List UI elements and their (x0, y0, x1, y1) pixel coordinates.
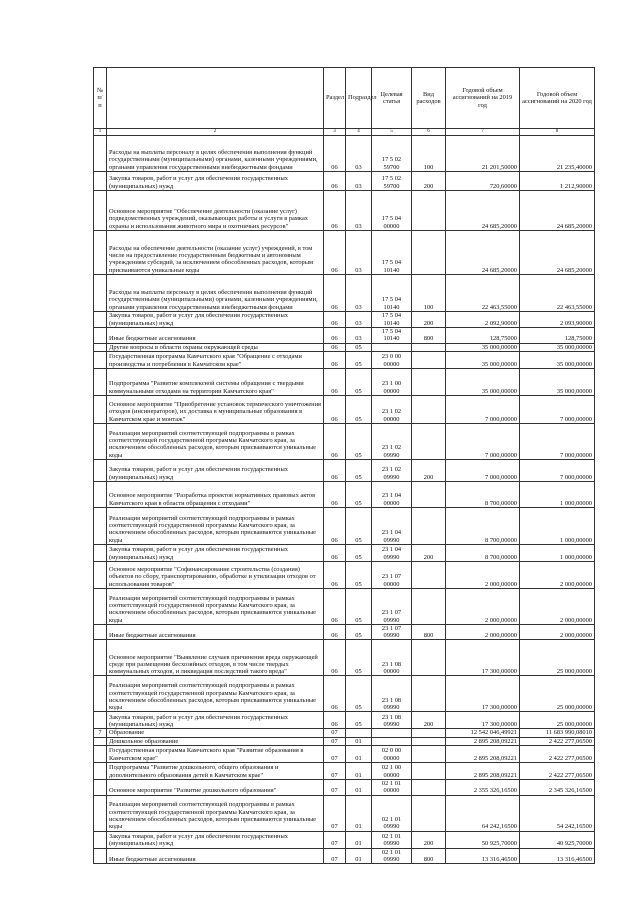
table-row (94, 780, 595, 796)
table-row (94, 275, 595, 312)
header-expense: Вид расходов (412, 68, 446, 129)
table-row (94, 795, 595, 831)
row-value-2019: 8 700,00000 (446, 544, 520, 561)
row-value-2019: 7 000,00000 (446, 459, 520, 481)
row-value-2019: 8 700,00000 (446, 481, 520, 507)
row-number (94, 191, 107, 231)
row-expense (412, 737, 446, 745)
table-row (94, 481, 595, 507)
row-name: Закупка товаров, работ и услуг для обеспечения государственных (муниципальных) нужд (107, 459, 324, 481)
table-row (94, 831, 595, 848)
row-value-2020: 22 463,55000 (520, 275, 595, 312)
table-row (94, 231, 595, 275)
row-target: 02 1 01 00000 (372, 780, 412, 796)
row-section: 07 (324, 848, 346, 864)
row-value-2019: 2 000,00000 (446, 561, 520, 588)
row-expense (412, 368, 446, 395)
row-section: 06 (324, 231, 346, 275)
row-expense (412, 588, 446, 624)
row-expense (412, 676, 446, 712)
row-subsection: 05 (346, 676, 372, 712)
row-number: 7 (94, 729, 107, 737)
row-subsection: 05 (346, 712, 372, 729)
row-subsection: 05 (346, 507, 372, 544)
row-subsection: 03 (346, 231, 372, 275)
row-value-2019: 2 000,00000 (446, 588, 520, 624)
row-target: 23 1 00 00000 (372, 368, 412, 395)
row-number (94, 712, 107, 729)
row-value-2019: 24 685,20000 (446, 231, 520, 275)
row-name: Основное мероприятие "Разработка проектов нормативных правовых актов Камчатского края в области обращения с отходами" (107, 481, 324, 507)
row-number (94, 328, 107, 344)
row-subsection: 05 (346, 481, 372, 507)
row-subsection: 01 (346, 831, 372, 848)
column-number: 8 (520, 129, 595, 136)
column-number: 1 (94, 129, 107, 136)
header-num: № п/п (94, 68, 107, 129)
row-section: 06 (324, 351, 346, 368)
row-subsection: 03 (346, 172, 372, 191)
row-name: Закупка товаров, работ и услуг для обеспечения государственных (муниципальных) нужд (107, 712, 324, 729)
row-value-2020: 21 235,40000 (520, 136, 595, 172)
row-target: 23 0 00 00000 (372, 351, 412, 368)
row-number (94, 763, 107, 780)
row-name: Расходы на выплаты персоналу в целях обеспечения выполнения функций государственными (муниципальными) органами, казенными учреждениями, органами управления государственными внебюджетными фондами (107, 275, 324, 312)
row-section: 06 (324, 136, 346, 172)
row-section: 07 (324, 763, 346, 780)
row-section: 06 (324, 395, 346, 423)
row-target: 17 5 04 10140 (372, 231, 412, 275)
row-section: 07 (324, 831, 346, 848)
row-value-2020: 1 000,00000 (520, 507, 595, 544)
header-2020: Годовой объем ассигнований на 2020 год (520, 68, 595, 129)
row-value-2020: 1 000,00000 (520, 544, 595, 561)
row-subsection: 05 (346, 368, 372, 395)
row-target: 23 1 07 09990 (372, 624, 412, 640)
row-expense (412, 423, 446, 459)
row-target: 17 5 04 10140 (372, 312, 412, 328)
row-section: 06 (324, 507, 346, 544)
row-name: Основное мероприятие "Выявление случаев причинения вреда окружающей среде при размещении бесхозяйных отходов, в том числе твердых коммунальных отходов, и ликвидация последствий такого вреда" (107, 640, 324, 676)
row-number (94, 561, 107, 588)
row-name: Реализация мероприятий соответствующей подпрограммы в рамках соответствующей государственной программы Камчатского края, за исключением обособленных расходов, которым присваиваются уникальные коды (107, 507, 324, 544)
row-expense: 200 (412, 459, 446, 481)
row-subsection: 03 (346, 136, 372, 172)
row-target (372, 343, 412, 351)
row-value-2020: 1 000,00000 (520, 481, 595, 507)
row-target: 23 1 07 00000 (372, 561, 412, 588)
table-row (94, 561, 595, 588)
row-section: 06 (324, 191, 346, 231)
row-expense: 200 (412, 172, 446, 191)
table-row (94, 624, 595, 640)
row-subsection: 05 (346, 423, 372, 459)
row-expense (412, 481, 446, 507)
row-name: Иные бюджетные ассигнования (107, 848, 324, 864)
row-value-2020: 35 000,00000 (520, 343, 595, 351)
row-target: 17 5 02 59700 (372, 136, 412, 172)
table-row (94, 676, 595, 712)
row-expense (412, 561, 446, 588)
row-name: Реализация мероприятий соответствующей подпрограммы в рамках соответствующей государственной программы Камчатского края, за исключением обособленных расходов, которым присваиваются уникальные коды (107, 676, 324, 712)
row-expense (412, 795, 446, 831)
row-section: 06 (324, 172, 346, 191)
row-subsection: 05 (346, 395, 372, 423)
table-row (94, 172, 595, 191)
row-value-2020: 25 000,00000 (520, 676, 595, 712)
row-name: Закупка товаров, работ и услуг для обеспечения государственных (муниципальных) нужд (107, 831, 324, 848)
row-value-2019: 720,60000 (446, 172, 520, 191)
row-subsection: 05 (346, 588, 372, 624)
row-target: 23 1 07 09990 (372, 588, 412, 624)
header-row (94, 68, 595, 129)
row-value-2019: 35 000,00000 (446, 351, 520, 368)
row-number (94, 423, 107, 459)
header-section: Раздел (324, 68, 346, 129)
budget-table (93, 67, 595, 864)
row-value-2020: 2 093,90000 (520, 312, 595, 328)
row-value-2019: 2 355 326,16500 (446, 780, 520, 796)
row-value-2019: 2 895 208,09221 (446, 763, 520, 780)
row-subsection: 05 (346, 544, 372, 561)
row-number (94, 831, 107, 848)
column-number-row (94, 129, 595, 136)
row-value-2020: 24 685,20000 (520, 191, 595, 231)
column-number: 6 (412, 129, 446, 136)
row-name: Закупка товаров, работ и услуг для обеспечения государственных (муниципальных) нужд (107, 312, 324, 328)
row-target: 23 1 08 09990 (372, 676, 412, 712)
row-target (372, 729, 412, 737)
row-number (94, 588, 107, 624)
column-number: 3 (324, 129, 346, 136)
row-value-2019: 2 895 208,09221 (446, 746, 520, 763)
row-target: 23 1 04 09990 (372, 544, 412, 561)
row-subsection: 05 (346, 459, 372, 481)
row-value-2019: 2 895 208,09221 (446, 737, 520, 745)
row-value-2020: 7 000,00000 (520, 395, 595, 423)
row-expense (412, 640, 446, 676)
row-target: 23 1 04 00000 (372, 481, 412, 507)
row-name: Образование (107, 729, 324, 737)
row-number (94, 172, 107, 191)
row-value-2019: 128,75000 (446, 328, 520, 344)
row-expense: 800 (412, 848, 446, 864)
row-target: 23 1 08 09990 (372, 712, 412, 729)
row-value-2020: 2 422 277,06500 (520, 737, 595, 745)
row-number (94, 624, 107, 640)
row-section: 06 (324, 561, 346, 588)
row-number (94, 343, 107, 351)
row-value-2019: 35 000,00000 (446, 343, 520, 351)
row-name: Основное мероприятие "Обеспечение деятельности (оказание услуг) подведомственных учреждений, оказывающих работы и услуги в рамках охраны и использования животного мира и охотничьих ресурсов" (107, 191, 324, 231)
row-section: 06 (324, 459, 346, 481)
row-section: 07 (324, 746, 346, 763)
table-row (94, 729, 595, 737)
row-name: Государственная программа Камчатского края "Обращение с отходами производства и потребления в Камчатском крае" (107, 351, 324, 368)
row-value-2020: 2 422 277,06500 (520, 746, 595, 763)
row-value-2019: 2 000,00000 (446, 624, 520, 640)
table-row (94, 712, 595, 729)
row-name: Расходы на обеспечение деятельности (оказание услуг) учреждений, в том числе на предоставление государственным бюджетным и автономным учреждениям субсидий, за исключением обособленных расходов, которым присваиваются уникальные коды (107, 231, 324, 275)
table-row (94, 848, 595, 864)
row-name: Реализация мероприятий соответствующей подпрограммы в рамках соответствующей государственной программы Камчатского края, за исключением обособленных расходов, которым присваиваются уникальные коды (107, 588, 324, 624)
row-target: 02 1 01 09990 (372, 795, 412, 831)
header-2019: Годовой объем ассигнований на 2019 год (446, 68, 520, 129)
row-name: Иные бюджетные ассигнования (107, 624, 324, 640)
row-section: 06 (324, 676, 346, 712)
table-row (94, 136, 595, 172)
row-subsection: 03 (346, 275, 372, 312)
row-target: 17 5 04 00000 (372, 191, 412, 231)
row-value-2019: 24 685,20000 (446, 191, 520, 231)
row-name: Основное мероприятие "Приобретение установок термического уничтожения отходов (инсинераторов), их доставка в муниципальные образования в Камчатском крае и монтаж" (107, 395, 324, 423)
row-value-2019: 50 925,70000 (446, 831, 520, 848)
row-number (94, 746, 107, 763)
row-subsection: 03 (346, 328, 372, 344)
table-row (94, 343, 595, 351)
row-number (94, 544, 107, 561)
row-target: 02 0 00 00000 (372, 746, 412, 763)
row-value-2019: 2 092,90000 (446, 312, 520, 328)
row-section: 07 (324, 795, 346, 831)
row-number (94, 312, 107, 328)
row-number (94, 395, 107, 423)
row-name: Реализация мероприятий соответствующей подпрограммы в рамках соответствующей государственной программы Камчатского края, за исключением обособленных расходов, которым присваиваются уникальные коды (107, 795, 324, 831)
row-subsection: 05 (346, 343, 372, 351)
column-number: 7 (446, 129, 520, 136)
table-row (94, 737, 595, 745)
row-value-2020: 25 000,00000 (520, 640, 595, 676)
table-row (94, 507, 595, 544)
row-value-2020: 2 000,00000 (520, 624, 595, 640)
row-expense: 800 (412, 328, 446, 344)
row-expense: 100 (412, 136, 446, 172)
row-number (94, 795, 107, 831)
row-section: 06 (324, 312, 346, 328)
row-number (94, 737, 107, 745)
table-row (94, 544, 595, 561)
row-name: Другие вопросы в области охраны окружающей среды (107, 343, 324, 351)
row-section: 06 (324, 343, 346, 351)
row-value-2020: 128,75000 (520, 328, 595, 344)
row-section: 06 (324, 368, 346, 395)
row-target: 23 1 02 09990 (372, 459, 412, 481)
column-number: 2 (107, 129, 324, 136)
row-name: Закупка товаров, работ и услуг для обеспечения государственных (муниципальных) нужд (107, 172, 324, 191)
row-value-2020: 2 422 277,06500 (520, 763, 595, 780)
table-body (94, 136, 595, 864)
row-value-2019: 12 542 046,49921 (446, 729, 520, 737)
row-target: 17 5 04 10140 (372, 328, 412, 344)
row-section: 06 (324, 328, 346, 344)
row-subsection: 01 (346, 737, 372, 745)
table-row (94, 351, 595, 368)
table-row (94, 395, 595, 423)
row-section: 06 (324, 624, 346, 640)
row-subsection: 01 (346, 763, 372, 780)
row-value-2020: 2 345 326,16500 (520, 780, 595, 796)
row-value-2020: 11 683 990,08010 (520, 729, 595, 737)
row-value-2019: 21 201,50000 (446, 136, 520, 172)
row-value-2020: 2 000,00000 (520, 588, 595, 624)
table-row (94, 368, 595, 395)
row-name: Дошкольное образование (107, 737, 324, 745)
row-subsection: 05 (346, 624, 372, 640)
row-value-2020: 35 000,00000 (520, 351, 595, 368)
row-number (94, 640, 107, 676)
table-row (94, 423, 595, 459)
row-section: 06 (324, 275, 346, 312)
row-subsection: 01 (346, 780, 372, 796)
row-number (94, 459, 107, 481)
row-target: 17 5 04 10140 (372, 275, 412, 312)
column-number: 5 (372, 129, 412, 136)
row-value-2020: 7 000,00000 (520, 423, 595, 459)
row-section: 06 (324, 588, 346, 624)
row-value-2019: 8 700,00000 (446, 507, 520, 544)
row-subsection: 03 (346, 191, 372, 231)
row-section: 06 (324, 544, 346, 561)
row-target: 02 1 01 09990 (372, 848, 412, 864)
row-expense (412, 763, 446, 780)
row-value-2020: 24 685,20000 (520, 231, 595, 275)
row-expense (412, 343, 446, 351)
row-expense (412, 729, 446, 737)
row-section: 06 (324, 481, 346, 507)
row-subsection: 05 (346, 640, 372, 676)
row-value-2020: 35 000,00000 (520, 368, 595, 395)
header-name (107, 68, 324, 129)
row-expense (412, 746, 446, 763)
row-name: Иные бюджетные ассигнования (107, 328, 324, 344)
row-subsection (346, 729, 372, 737)
row-target: 02 1 01 09990 (372, 831, 412, 848)
row-expense: 200 (412, 312, 446, 328)
row-subsection: 01 (346, 746, 372, 763)
row-expense (412, 231, 446, 275)
row-name: Государственная программа Камчатского края "Развитие образования в Камчатском крае" (107, 746, 324, 763)
row-value-2020: 54 242,16500 (520, 795, 595, 831)
table-row (94, 746, 595, 763)
row-target: 02 1 00 00000 (372, 763, 412, 780)
row-value-2019: 17 300,00000 (446, 676, 520, 712)
column-number: 4 (346, 129, 372, 136)
row-number (94, 368, 107, 395)
row-value-2019: 64 242,16500 (446, 795, 520, 831)
row-name: Расходы на выплаты персоналу в целях обеспечения выполнения функций государственными (муниципальными) органами, казенными учреждениями, органами управления государственными внебюджетными фондами (107, 136, 324, 172)
table-row (94, 640, 595, 676)
row-value-2019: 7 000,00000 (446, 423, 520, 459)
row-value-2019: 17 300,00000 (446, 712, 520, 729)
row-subsection: 05 (346, 351, 372, 368)
row-name: Закупка товаров, работ и услуг для обеспечения государственных (муниципальных) нужд (107, 544, 324, 561)
row-value-2020: 1 212,90000 (520, 172, 595, 191)
row-target: 23 1 02 09990 (372, 423, 412, 459)
row-number (94, 275, 107, 312)
row-target: 23 1 08 00000 (372, 640, 412, 676)
row-target: 23 1 02 00000 (372, 395, 412, 423)
row-number (94, 231, 107, 275)
row-subsection: 01 (346, 848, 372, 864)
table-row (94, 459, 595, 481)
row-expense (412, 351, 446, 368)
row-name: Основное мероприятие "Развитие дошкольного образования" (107, 780, 324, 796)
row-number (94, 848, 107, 864)
row-target: 17 5 02 59700 (372, 172, 412, 191)
row-expense: 800 (412, 624, 446, 640)
row-name: Подпрограмма "Развитие комплексной системы обращения с твердыми коммунальными отходами на территории Камчатского края" (107, 368, 324, 395)
row-value-2019: 35 000,00000 (446, 368, 520, 395)
row-section: 07 (324, 780, 346, 796)
header-subsection: Подраздел (346, 68, 372, 129)
row-section: 07 (324, 737, 346, 745)
row-expense: 100 (412, 275, 446, 312)
table-row (94, 328, 595, 344)
row-section: 06 (324, 423, 346, 459)
row-number (94, 481, 107, 507)
row-target: 23 1 04 09990 (372, 507, 412, 544)
row-expense (412, 395, 446, 423)
row-name: Реализация мероприятий соответствующей подпрограммы в рамках соответствующей государственной программы Камчатского края, за исключением обособленных расходов, которым присваиваются уникальные коды (107, 423, 324, 459)
row-value-2020: 7 000,00000 (520, 459, 595, 481)
row-expense (412, 191, 446, 231)
table-row (94, 312, 595, 328)
row-expense (412, 780, 446, 796)
row-number (94, 351, 107, 368)
row-value-2019: 7 000,00000 (446, 395, 520, 423)
row-value-2020: 40 925,70000 (520, 831, 595, 848)
row-name: Основное мероприятие "Софинансирование строительства (создания) объектов по сбору, транспортированию, обработке и утилизации отходов от использования товаров" (107, 561, 324, 588)
row-number (94, 676, 107, 712)
row-value-2019: 13 316,46500 (446, 848, 520, 864)
row-expense: 200 (412, 712, 446, 729)
row-section: 07 (324, 729, 346, 737)
row-subsection: 05 (346, 561, 372, 588)
row-target (372, 737, 412, 745)
row-value-2019: 17 300,00000 (446, 640, 520, 676)
row-value-2020: 2 000,00000 (520, 561, 595, 588)
row-expense (412, 507, 446, 544)
row-value-2020: 13 316,46500 (520, 848, 595, 864)
row-expense: 200 (412, 831, 446, 848)
row-value-2019: 22 463,55000 (446, 275, 520, 312)
table-row (94, 588, 595, 624)
row-name: Подпрограмма "Развитие дошкольного, общего образования и дополнительного образования детей в Камчатском крае" (107, 763, 324, 780)
row-subsection: 01 (346, 795, 372, 831)
row-number (94, 136, 107, 172)
table-row (94, 191, 595, 231)
header-target: Целевая статья (372, 68, 412, 129)
table-row (94, 763, 595, 780)
row-subsection: 03 (346, 312, 372, 328)
row-section: 06 (324, 712, 346, 729)
row-number (94, 780, 107, 796)
row-section: 06 (324, 640, 346, 676)
row-number (94, 507, 107, 544)
row-expense: 200 (412, 544, 446, 561)
row-value-2020: 25 000,00000 (520, 712, 595, 729)
